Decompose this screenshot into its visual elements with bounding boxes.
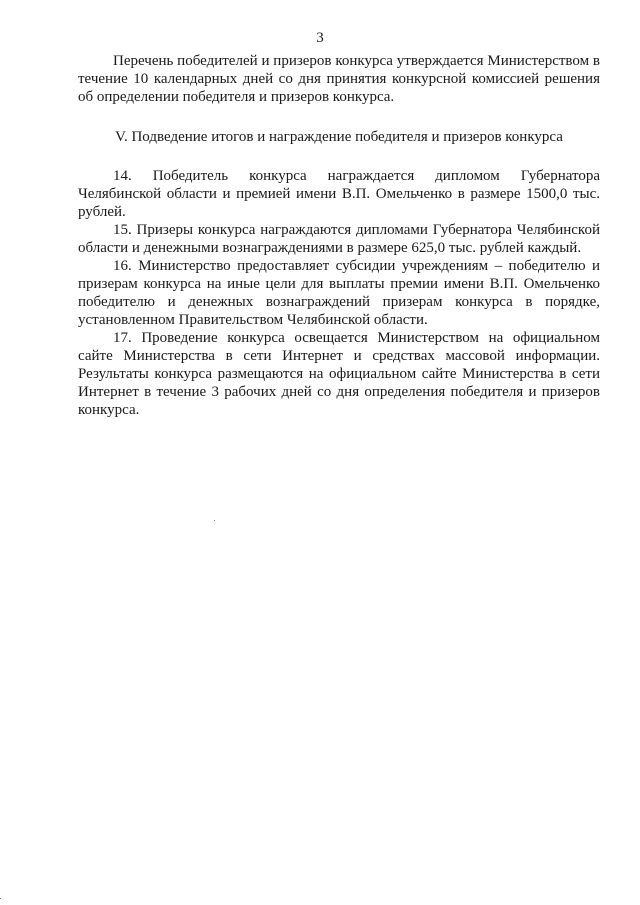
clause-16 (78, 257, 600, 329)
clause-number: 15. (113, 222, 132, 238)
scan-speck (214, 520, 215, 521)
clause-14 (78, 167, 600, 221)
clause-number: 14. (113, 168, 132, 184)
page-number: 3 (316, 30, 324, 46)
clause-text: Проведение конкурса освещается Министерством на официальном сайте Министерства в сети Интернет и средствах массовой информации. Результаты конкурса размещаются на официальном сайте Министерства в сети Интернет в течение 3 рабочих дней со дня определения победителя и призеров конкурса. (78, 330, 600, 418)
scan-speck (0, 898, 1, 899)
section-heading: V. Подведение итогов и награждение победителя и призеров конкурса (115, 129, 563, 145)
clause-number: 17. (113, 330, 132, 346)
intro-paragraph: Перечень победителей и призеров конкурса утверждается Министерством в течение 10 календарных дней со дня принятия конкурсной комиссией решения об определении победителя и призеров конкурса. (78, 53, 600, 105)
clause-text: Победитель конкурса награждается дипломом Губернатора Челябинской области и премией имени В.П. Омельченко в размере 1500,0 тыс. рублей. (78, 168, 601, 220)
document-body (78, 52, 600, 419)
clause-15 (78, 221, 600, 257)
clause-number: 16. (113, 258, 132, 274)
clause-text: Призеры конкурса награждаются дипломами Губернатора Челябинской области и денежными вознаграждениями в размере 625,0 тыс. рублей каждый. (78, 222, 600, 256)
clause-17 (78, 329, 600, 419)
clause-text: Министерство предоставляет субсидии учреждениям – победителю и призерам конкурса на иные цели для выплаты премии имени В.П. Омельченко победителю и денежных вознаграждений призерам конкурса в порядке, установленном Правительством Челябинской области. (78, 258, 600, 328)
